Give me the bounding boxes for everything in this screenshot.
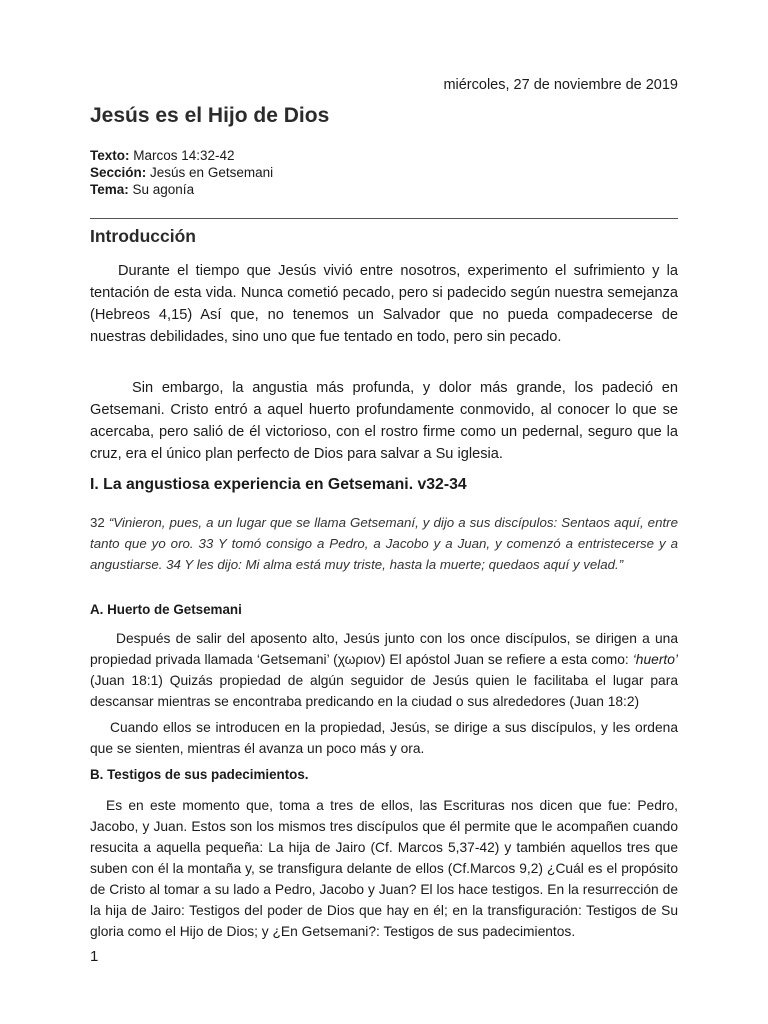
subsection-b-paragraph-1-text: Es en este momento que, toma a tres de ellos, las Escrituras nos dicen que fue: Pedro, Jacobo, y Juan. Estos son los mismos tres discípulos que él permite que le acompañen cuando resucita a aquella pequeña: La hija de Jairo (Cf. Marcos 5,37-42) y también aquellos tres que suben con él la montaña y, se transfigura delante de ellos (Cf.Marcos 9,2) ¿Cuál es el propósito de Cristo al tomar a su lado a Pedro, Jacobo y Juan? El los hace testigos. En la resurrección de la hija de Jairo: Testigos del poder de Dios que hay en él; en la transfiguración: Testigos de Su gloria como el Hijo de Dios; y ¿En Getsemani?: Testigos de sus padecimientos. [90, 798, 678, 939]
subsection-a-heading: A. Huerto de Getsemani [90, 602, 242, 617]
document-title: Jesús es el Hijo de Dios [90, 104, 330, 127]
meta-texto-label: Texto: [90, 148, 130, 163]
meta-seccion-label: Sección: [90, 165, 147, 180]
scripture-quote [90, 512, 678, 575]
sermon-meta [90, 147, 273, 198]
verse-number: 32 [90, 515, 109, 530]
subsection-b-heading: B. Testigos de sus padecimientos. [90, 767, 309, 782]
scripture-quote-text: “Vinieron, pues, a un lugar que se llama Getsemaní, y dijo a sus discípulos: Sentaos aquí, entre tanto que yo oro. 33 Y tomó consigo a Pedro, a Jacobo y a Juan, y comenzó a entristecerse y a angustiarse. 34 Y les dijo: Mi alma está muy triste, hasta la muerte; quedaos aquí y velad.” [90, 515, 678, 572]
meta-tema [90, 181, 273, 198]
subsection-b-paragraph-1 [90, 795, 678, 942]
subsection-a-paragraph-1 [90, 628, 678, 712]
meta-texto-value: Marcos 14:32-42 [129, 148, 235, 163]
subsection-a-paragraph-1-post: (Juan 18:1) Quizás propiedad de algún seguidor de Jesús quien le facilitaba el lugar para descansar mientras se encontraba predicando en la ciudad o sus alrededores (Juan 18:2) [90, 673, 678, 709]
intro-paragraph-1 [90, 260, 678, 348]
intro-paragraph-2 [90, 377, 678, 465]
page-number: 1 [90, 948, 99, 965]
meta-seccion-value: Jesús en Getsemani [146, 165, 274, 180]
meta-seccion [90, 164, 273, 181]
subsection-a-paragraph-2-text: Cuando ellos se introducen en la propiedad, Jesús, se dirige a sus discípulos, y les ordena que se sienten, mientras él avanza un poco más y ora. [90, 720, 678, 756]
subsection-a-paragraph-1-pre: Después de salir del aposento alto, Jesús junto con los once discípulos, se dirigen a una propiedad privada llamada ‘Getsemani’ (χωριον) El apóstol Juan se refiere a esta como: [90, 631, 678, 667]
subsection-a-paragraph-2 [90, 717, 678, 759]
document-date: miércoles, 27 de noviembre de 2019 [443, 77, 678, 93]
intro-paragraph-2-text: Sin embargo, la angustia más profunda, y dolor más grande, los padeció en Getsemani. Cristo entró a aquel huerto profundamente conmovido, al conocer lo que se acercaba, pero salió de él victorioso, con el rostro firme como un pedernal, seguro que la cruz, era el único plan perfecto de Dios para salvar a Su iglesia. [90, 380, 678, 462]
intro-heading: Introducción [90, 226, 196, 246]
subsection-a-paragraph-1-em: ‘huerto’ [632, 652, 678, 667]
meta-tema-label: Tema: [90, 182, 129, 197]
section-divider [90, 218, 678, 219]
intro-paragraph-1-text: Durante el tiempo que Jesús vivió entre nosotros, experimento el sufrimiento y la tentación de esta vida. Nunca cometió pecado, pero si padecido según nuestra semejanza (Hebreos 4,15) Así que, no tenemos un Salvador que no pueda compadecerse de nuestras debilidades, sino uno que fue tentado en todo, pero sin pecado. [90, 263, 678, 345]
meta-tema-value: Su agonía [128, 182, 195, 197]
meta-texto [90, 147, 273, 164]
section-1-heading: I. La angustiosa experiencia en Getsemani. v32-34 [90, 476, 467, 493]
